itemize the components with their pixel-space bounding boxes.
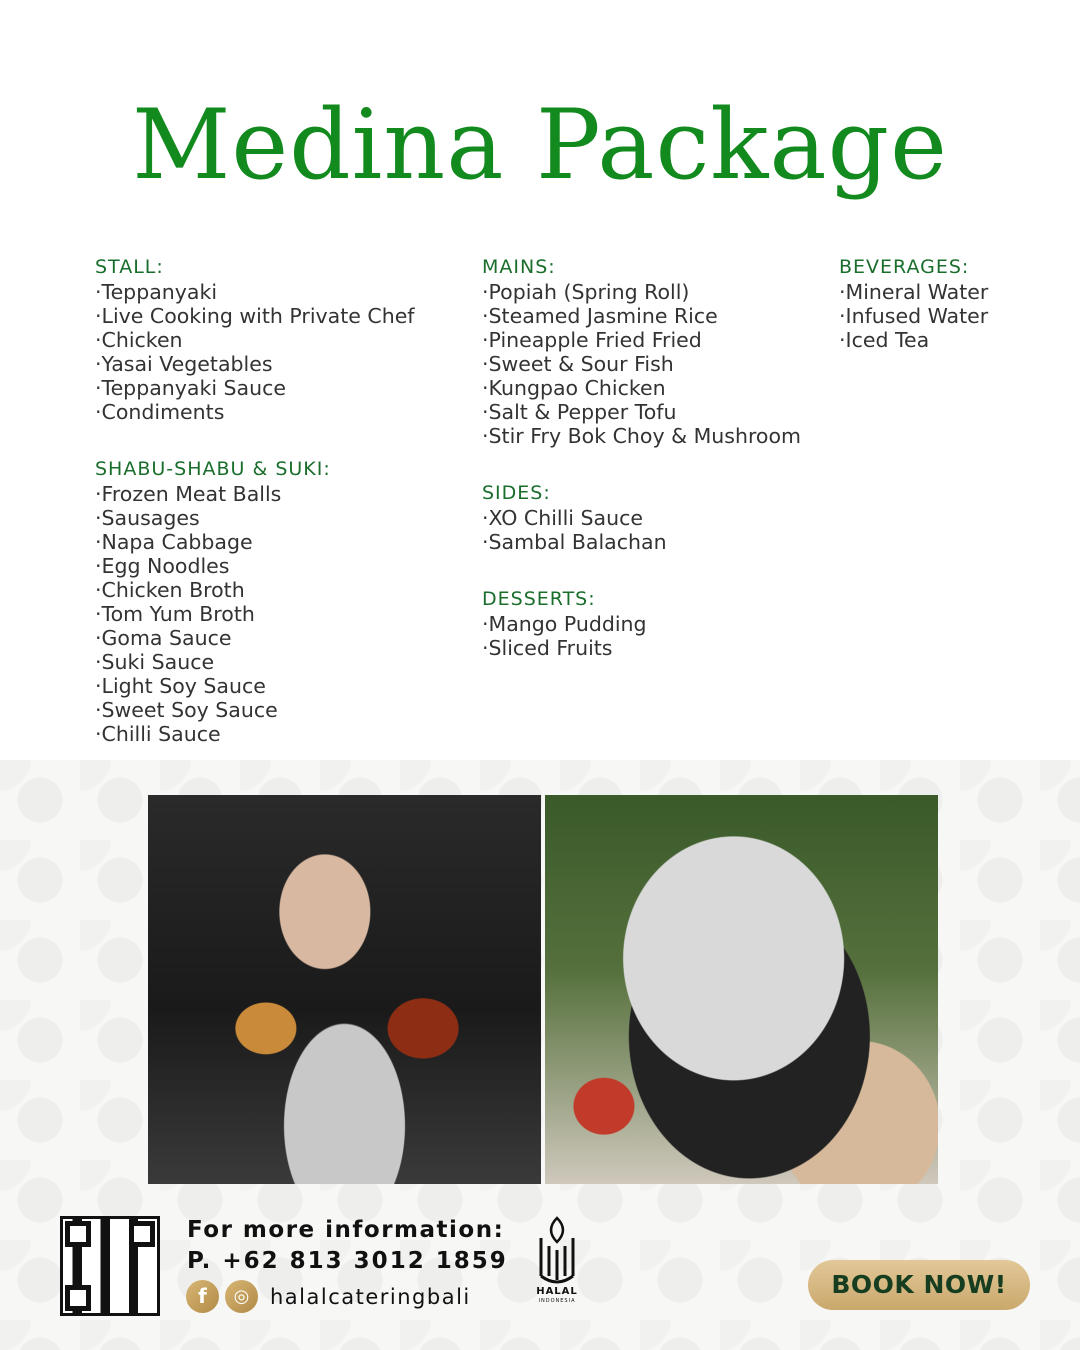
section-heading: STALL: [95, 256, 164, 278]
section-heading: SIDES: [482, 482, 551, 504]
social-links [186, 1280, 471, 1313]
phone-number[interactable]: P. +62 813 3012 1859 [187, 1248, 508, 1274]
social-handle[interactable]: halalcateringbali [270, 1284, 471, 1309]
list-item: · Iced Tea [839, 328, 988, 352]
menu-column-3 [839, 254, 988, 376]
list-item: · Sliced Fruits [482, 636, 801, 660]
qr-code[interactable] [60, 1216, 160, 1316]
list-item: · Pineapple Fried Fried [482, 328, 801, 352]
shabu-shabu-photo [545, 795, 938, 1184]
list-item: · Stir Fry Bok Choy & Mushroom [482, 424, 801, 448]
list-item: · Condiments [95, 400, 415, 424]
section-heading: MAINS: [482, 256, 556, 278]
info-heading: For more information: [187, 1217, 505, 1243]
shabu-section [95, 456, 415, 746]
list-item: · Light Soy Sauce [95, 674, 415, 698]
mains-section [482, 254, 801, 448]
facebook-icon[interactable]: f [186, 1280, 219, 1313]
teppanyaki-photo [148, 795, 541, 1184]
halal-mark-icon [535, 1216, 579, 1286]
list-item: · Tom Yum Broth [95, 602, 415, 626]
list-item: · Chicken [95, 328, 415, 352]
list-item: · Mineral Water [839, 280, 988, 304]
list-item: · Yasai Vegetables [95, 352, 415, 376]
halal-sub-label: INDONESIA [538, 1298, 576, 1304]
list-item: · Steamed Jasmine Rice [482, 304, 801, 328]
list-item: · XO Chilli Sauce [482, 506, 801, 530]
beverages-section [839, 254, 988, 352]
list-item: · Sausages [95, 506, 415, 530]
list-item: · Sambal Balachan [482, 530, 801, 554]
desserts-section [482, 586, 801, 660]
list-item: · Live Cooking with Private Chef [95, 304, 415, 328]
page-title: Medina Package [132, 89, 948, 201]
list-item: · Frozen Meat Balls [95, 482, 415, 506]
list-item: · Mango Pudding [482, 612, 801, 636]
menu-column-1 [95, 254, 415, 770]
menu-column-2 [482, 254, 801, 684]
list-item: · Popiah (Spring Roll) [482, 280, 801, 304]
list-item: · Suki Sauce [95, 650, 415, 674]
list-item: · Teppanyaki [95, 280, 415, 304]
section-heading: SHABU-SHABU & SUKI: [95, 458, 331, 480]
book-now-button[interactable]: BOOK NOW! [808, 1260, 1030, 1310]
list-item: · Salt & Pepper Tofu [482, 400, 801, 424]
list-item: · Napa Cabbage [95, 530, 415, 554]
list-item: · Egg Noodles [95, 554, 415, 578]
halal-label: HALAL [536, 1286, 578, 1297]
halal-logo [526, 1216, 588, 1312]
list-item: · Teppanyaki Sauce [95, 376, 415, 400]
list-item: · Sweet Soy Sauce [95, 698, 415, 722]
stall-section [95, 254, 415, 424]
list-item: · Chicken Broth [95, 578, 415, 602]
section-heading: BEVERAGES: [839, 256, 970, 278]
list-item: · Goma Sauce [95, 626, 415, 650]
list-item: · Chilli Sauce [95, 722, 415, 746]
list-item: · Infused Water [839, 304, 988, 328]
footer [0, 1200, 1080, 1350]
list-item: · Kungpao Chicken [482, 376, 801, 400]
instagram-icon[interactable]: ◎ [225, 1280, 258, 1313]
list-item: · Sweet & Sour Fish [482, 352, 801, 376]
sides-section [482, 480, 801, 554]
section-heading: DESSERTS: [482, 588, 596, 610]
food-photos [148, 795, 938, 1184]
